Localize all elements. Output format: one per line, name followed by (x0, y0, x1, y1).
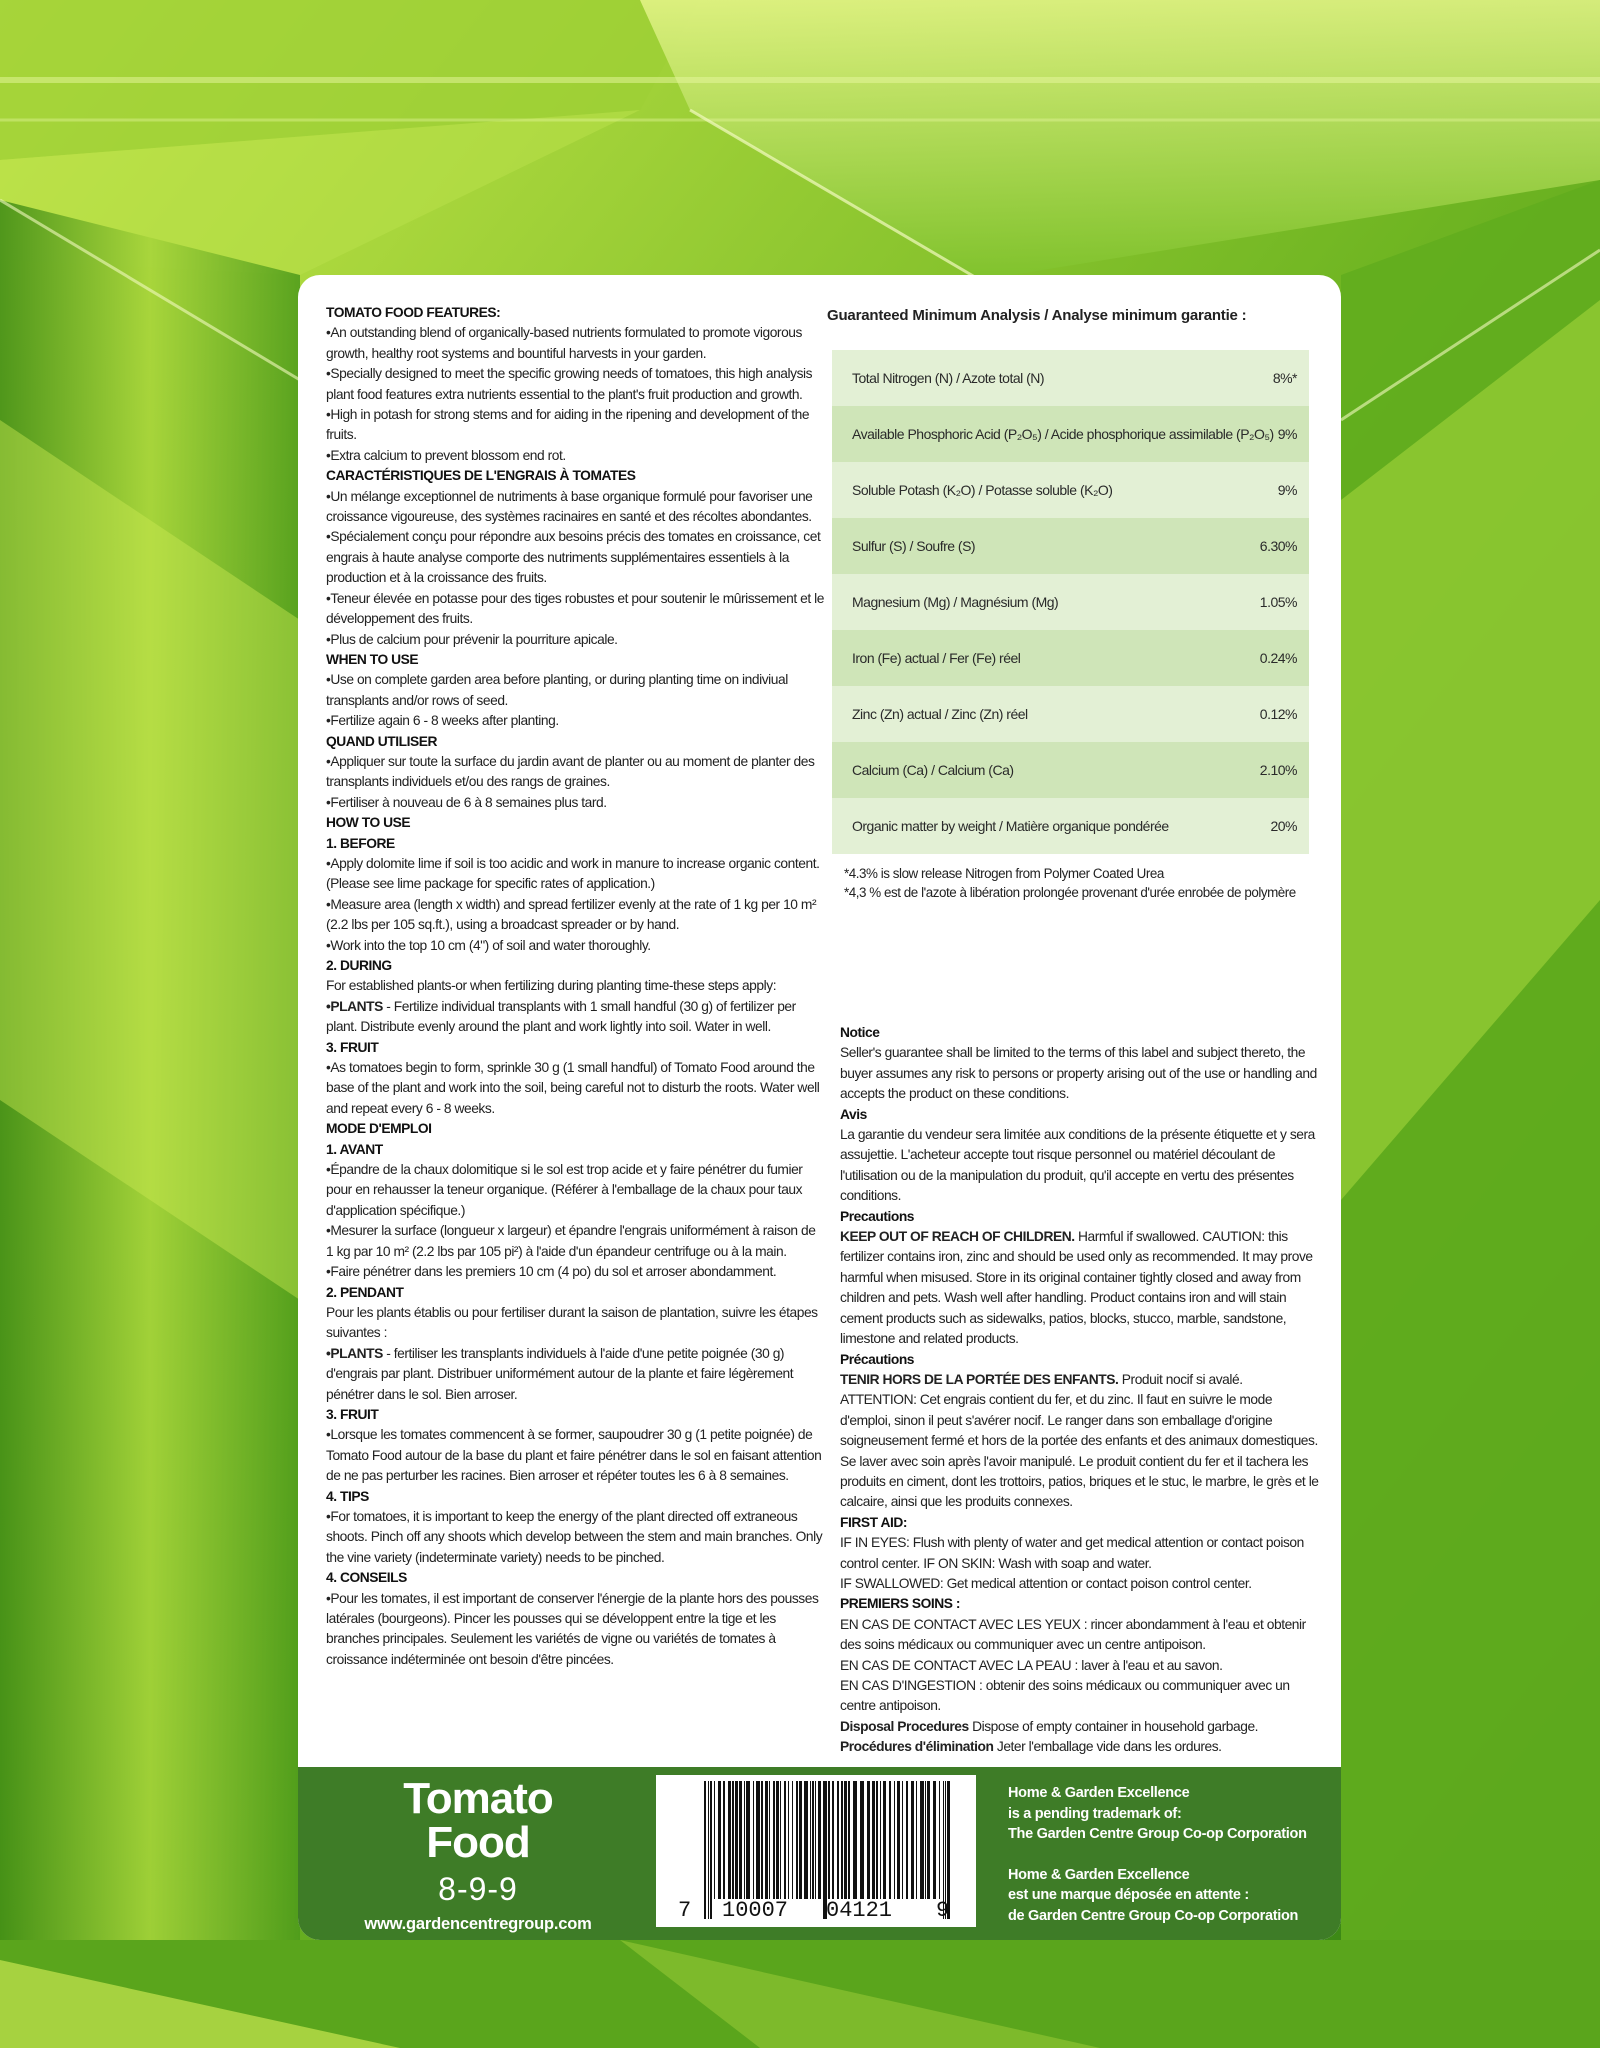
brand-name-line1: Tomato (403, 1774, 553, 1823)
notice-lead-bold: Disposal Procedures (840, 1718, 969, 1734)
barcode-bar (848, 1781, 850, 1899)
trademark-fr-line: de Garden Centre Group Co-op Corporation (1008, 1907, 1299, 1924)
barcode-bar (728, 1781, 731, 1899)
analysis-value: 6.30% (1259, 538, 1297, 555)
analysis-nutrient: Iron (Fe) actual / Fer (Fe) réel (852, 650, 1021, 667)
analysis-nutrient: Available Phosphoric Acid (P₂O₅) / Acide phosphorique assimilable (P₂O₅) (852, 426, 1274, 443)
left-paragraph: •Use on complete garden area before planting, or during planting time on indiviual transplants and/or rows of seed. (326, 672, 788, 708)
notice-paragraph: EN CAS D'INGESTION : obtenir des soins médicaux ou communiquer avec un centre antipoison. (840, 1678, 1290, 1714)
barcode-bar (911, 1781, 914, 1899)
analysis-nutrient: Organic matter by weight / Matière organique pondérée (852, 818, 1169, 835)
left-paragraph (326, 1344, 824, 1405)
trademark-fr-line: est une marque déposée en attente : (1008, 1887, 1249, 1903)
analysis-value: 8%* (1272, 370, 1297, 387)
brand-block (298, 1774, 658, 1934)
barcode-bar (902, 1781, 903, 1899)
barcode-bar (889, 1781, 891, 1899)
left-heading: 4. TIPS (326, 1488, 369, 1504)
left-paragraph: •Fertilize again 6 - 8 weeks after planting. (326, 713, 559, 729)
trademark-en-line: is a pending trademark of: (1008, 1805, 1182, 1822)
barcode-digits (656, 1898, 976, 1924)
left-lead-text: - fertiliser les transplants individuels à l'aide d'une petite poignée (30 g) d'engrais par plant. Distribuer uniformément autour de la plante et faire légèrement pénétrer dans le sol. Bien arroser. (326, 1345, 794, 1402)
analysis-nutrient: Calcium (Ca) / Calcium (Ca) (852, 762, 1014, 779)
notice-lead-bold: KEEP OUT OF REACH OF CHILDREN. (840, 1229, 1075, 1245)
left-heading: 4. CONSEILS (326, 1570, 407, 1586)
barcode-digit-check: 9 (936, 1898, 950, 1923)
barcode-bar (867, 1781, 870, 1899)
barcode-bar (761, 1781, 763, 1899)
notices-section (840, 1023, 1320, 1758)
left-heading: WHEN TO USE (326, 651, 419, 667)
barcode-bar (837, 1781, 839, 1899)
barcode-bar (841, 1781, 843, 1899)
notice-heading: FIRST AID: (840, 1514, 908, 1530)
left-paragraph: •Mesurer la surface (longueur x largeur) et épandre l'engrais uniformément à raison de 1 kg par 10 m² (2.2 lbs par 105 pi²) à l'aide d'un épandeur centrifuge ou à la main. (326, 1223, 816, 1259)
analysis-nutrient: Zinc (Zn) actual / Zinc (Zn) réel (852, 706, 1028, 723)
left-paragraph: •Fertiliser à nouveau de 6 à 8 semaines plus tard. (326, 794, 607, 810)
notice-lead-text: Harmful if swallowed. CAUTION: this fertilizer contains iron, zinc and should be used only as recommended. It may prove harmful when misused. Store in its original container tightly closed and away from children and pets. Wash well after handling. Product contains iron and will stain cement products such as sidewalks, patios, blocks, stucco, marble, sandstone, limestone and related products. (840, 1229, 1313, 1347)
analysis-nutrient: Magnesium (Mg) / Magnésium (Mg) (852, 594, 1059, 611)
analysis-value: 0.12% (1259, 706, 1297, 723)
left-lead-text: - Fertilize individual transplants with 1 small handful (30 g) of fertilizer per plant. Distribute evenly around the plant and work lightly into soil. Water in well. (326, 998, 796, 1035)
footnote-fr: *4,3 % est de l'azote à libération prolongée provenant d'urée enrobée de polymère (844, 885, 1296, 901)
left-paragraph: •Work into the top 10 cm (4") of soil and water thoroughly. (326, 937, 651, 953)
left-paragraph: •Pour les tomates, il est important de conserver l'énergie de la plante hors des pousses latérales (bourgeons). Pincer les pousses qui se développent entre la tige et les branches principales. Seulement les variétés de vigne ou variétés de tomates à croissance indéterminée ont besoin d'être pincées. (326, 1590, 819, 1667)
barcode-digit-system: 7 (678, 1898, 692, 1923)
barcode-bar (876, 1781, 878, 1899)
left-paragraph: •Teneur élevée en potasse pour des tiges robustes et pour soutenir le mûrissement et le développement des fruits. (326, 590, 824, 627)
barcode-bar (788, 1781, 789, 1899)
footnote-en: *4.3% is slow release Nitrogen from Polymer Coated Urea (844, 866, 1164, 882)
left-paragraph: •Plus de calcium pour prévenir la pourriture apicale. (326, 631, 618, 647)
notice-paragraph: IF SWALLOWED: Get medical attention or contact poison control center. (840, 1575, 1252, 1591)
left-paragraph: Pour les plants établis ou pour fertiliser durant la saison de plantation, suivre les étapes suivantes : (326, 1304, 818, 1341)
left-lead-bold: •PLANTS (326, 1345, 383, 1361)
npk-ratio: 8-9-9 (438, 1871, 518, 1907)
left-paragraph: •Spécialement conçu pour répondre aux besoins précis des tomates en croissance, cet engrais à haute analyse comporte des nutriments supplémentaires essentiels à la production et à la croissance des fruits. (326, 529, 821, 586)
analysis-table (832, 350, 1309, 854)
barcode-bar (744, 1781, 745, 1899)
left-heading: CARACTÉRISTIQUES DE L'ENGRAIS À TOMATES (326, 468, 636, 484)
barcode-bar (844, 1781, 847, 1899)
barcode-bar (927, 1781, 930, 1899)
barcode-bar (880, 1781, 881, 1899)
barcode-bar (796, 1781, 798, 1899)
notice-paragraph (840, 1737, 1320, 1757)
trademark-notice (1008, 1783, 1328, 1926)
barcode-bar (860, 1781, 864, 1899)
barcode-digit-right: 04121 (826, 1898, 893, 1923)
left-heading: MODE D'EMPLOI (326, 1121, 432, 1137)
barcode-bar (818, 1781, 821, 1899)
notice-paragraph (840, 1370, 1320, 1513)
barcode-bar (735, 1781, 738, 1899)
left-paragraph: •Apply dolomite lime if soil is too acidic and work in manure to increase organic content. (Please see lime package for specific rates of application.) (326, 855, 820, 892)
left-lead-bold: •PLANTS (326, 998, 383, 1014)
footer-band (298, 1767, 1341, 1940)
notice-paragraph: IF IN EYES: Flush with plenty of water and get medical attention or contact poison control center. IF ON SKIN: Wash with soap and water. (840, 1535, 1304, 1571)
analysis-value: 20% (1270, 818, 1297, 835)
barcode-bar (718, 1781, 721, 1899)
analysis-row (832, 798, 1309, 854)
analysis-row (832, 518, 1309, 574)
left-paragraph (326, 997, 824, 1038)
analysis-value: 1.05% (1259, 594, 1297, 611)
barcode-bar (920, 1781, 924, 1899)
analysis-nutrient: Soluble Potash (K₂O) / Potasse soluble (K₂O) (852, 482, 1113, 499)
analysis-value: 0.24% (1259, 650, 1297, 667)
notice-heading: Notice (840, 1025, 880, 1040)
analysis-row (832, 574, 1309, 630)
left-paragraph: •An outstanding blend of organically-based nutrients formulated to promote vigorous growth, healthy root systems and bountiful harvests in your garden. (326, 325, 802, 361)
left-heading: 3. FRUIT (326, 1406, 379, 1422)
barcode-bar (732, 1781, 734, 1899)
website-url[interactable]: www.gardencentregroup.com (364, 1915, 592, 1933)
left-paragraph: •Épandre de la chaux dolomitique si le sol est trop acide et y faire pénétrer du fumier pour en rehausser la teneur organique. (Référer à l'emballage de la chaux pour taux d'application spécifique.) (326, 1162, 803, 1218)
barcode-bar (784, 1781, 786, 1899)
notice-paragraph (840, 1717, 1320, 1737)
left-paragraph: •Faire pénétrer dans les premiers 10 cm (4 po) du sol et arroser abondamment. (326, 1264, 777, 1280)
notice-paragraph: La garantie du vendeur sera limitée aux conditions de la présente étiquette et y sera assujettie. L'acheteur accepte tout risque personnel ou matériel découlant de l'utilisation ou de la manipulation du produit, qu'il accepte en vertu des présentes conditions. (840, 1127, 1315, 1204)
barcode-bar (773, 1781, 775, 1899)
barcode-bar (894, 1781, 895, 1899)
left-heading: 2. PENDANT (326, 1284, 404, 1300)
barcode-bar (812, 1781, 814, 1899)
label-panel (298, 275, 1341, 1940)
analysis-footnotes (844, 864, 1320, 902)
left-paragraph: •For tomatoes, it is important to keep the energy of the plant directed off extraneous shoots. Pinch off any shoots which develop between the stem and main branches. Only the vine variety (indeterminate variety) needs to be pinched. (326, 1508, 823, 1565)
left-heading: 2. DURING (326, 958, 392, 973)
barcode-bar (883, 1781, 886, 1899)
analysis-row (832, 742, 1309, 798)
left-paragraph: •Extra calcium to prevent blossom end rot. (326, 447, 566, 463)
analysis-title: Guaranteed Minimum Analysis / Analyse minimum garantie : (827, 307, 1247, 324)
analysis-row (832, 630, 1309, 686)
notice-lead-bold: TENIR HORS DE LA PORTÉE DES ENFANTS. (840, 1371, 1119, 1387)
analysis-nutrient: Sulfur (S) / Soufre (S) (852, 538, 976, 555)
analysis-row (832, 350, 1309, 406)
barcode-bar (769, 1781, 770, 1899)
analysis-row (832, 462, 1309, 518)
trademark-en (1008, 1783, 1328, 1845)
left-paragraph: •Measure area (length x width) and spread fertilizer evenly at the rate of 1 kg per 10 m² (2.2 lbs per 105 sq.ft.), using a broadcast spreader or by hand. (326, 896, 817, 933)
left-heading: 1. BEFORE (326, 835, 395, 851)
barcode (656, 1775, 976, 1927)
barcode-bar (723, 1781, 725, 1899)
barcode-bar (832, 1781, 834, 1899)
left-paragraph: •Appliquer sur toute la surface du jardin avant de planter ou au moment de planter des transplants individuels et/ou des rangs de graines. (326, 753, 815, 790)
left-paragraph: •As tomatoes begin to form, sprinkle 30 g (1 small handful) of Tomato Food around the base of the plant and work into the soil, being careful not to disturb the roots. Water well and repeat every 6 - 8 weeks. (326, 1060, 820, 1116)
notice-lead-text: Dispose of empty container in household garbage. (968, 1718, 1259, 1734)
barcode-bar (765, 1781, 768, 1899)
left-paragraph: •Un mélange exceptionnel de nutriments à base organique formulé pour favoriser une croissance vigoureuse, des systèmes racinaires en santé et des récoltes abondantes. (326, 488, 813, 525)
notice-lead-text: Produit nocif si avalé. ATTENTION: Cet engrais contient du fer, et du zinc. Il faut en suivre le mode d'emploi, sinon il peut s'avérer nocif. Le ranger dans son emballage d'origine soigneusement fermé et hors de la portée des enfants et des animaux domestiques. Se laver avec soin après l'avoir manipulé. Le produit contient du fer et il tachera les produits en ciment, dont les trottoirs, patios, briques et le stuc, le marbre, le grès et le calcaire, ainsi que les produits connexes. (840, 1371, 1319, 1510)
barcode-bar (872, 1781, 875, 1899)
barcode-bar (792, 1781, 793, 1899)
notice-heading: Précautions (840, 1351, 915, 1367)
left-paragraph: •Lorsque les tomates commencent à se former, saupoudrer 30 g (1 petite poignée) de Tomato Food autour de la base du plant et faire pénétrer dans le sol en faisant attention de ne pas perturber les racines. Bien arroser et répéter toutes les 6 à 8 semaines. (326, 1427, 822, 1484)
left-heading: HOW TO USE (326, 815, 411, 831)
analysis-row (832, 686, 1309, 742)
barcode-bar (756, 1781, 760, 1899)
notice-heading: PREMIERS SOINS : (840, 1596, 961, 1612)
barcode-bar (804, 1781, 808, 1899)
barcode-digit-left: 10007 (722, 1898, 789, 1923)
left-paragraph: •Specially designed to meet the specific growing needs of tomatoes, this high analysis plant food features extra nutrients essential to the plant's fruit production and growth. (326, 366, 813, 402)
barcode-bar (828, 1781, 830, 1899)
brand-name-line2: Food (426, 1818, 530, 1867)
left-heading: QUAND UTILISER (326, 733, 437, 749)
left-paragraph: •High in potash for strong stems and for aiding in the ripening and development of the fruits. (326, 407, 810, 443)
analysis-value: 2.10% (1259, 762, 1297, 779)
barcode-bar (753, 1781, 754, 1899)
barcode-bar (776, 1781, 779, 1899)
notice-paragraph: EN CAS DE CONTACT AVEC LA PEAU : laver à l'eau et au savon. (840, 1657, 1223, 1673)
barcode-bar (916, 1781, 917, 1899)
analysis-value: 9% (1277, 482, 1297, 499)
barcode-bar (780, 1781, 781, 1899)
notice-heading: Avis (840, 1106, 867, 1122)
left-heading: 3. FRUIT (326, 1039, 379, 1055)
barcode-bar (746, 1781, 750, 1899)
notice-heading: Precautions (840, 1208, 915, 1224)
notice-paragraph: EN CAS DE CONTACT AVEC LES YEUX : rincer abondamment à l'eau et obtenir des soins médicaux ou communiquer avec un centre antipoison. (840, 1616, 1306, 1653)
analysis-row (832, 406, 1309, 462)
left-heading: 1. AVANT (326, 1141, 383, 1157)
analysis-and-notices-column (827, 303, 1320, 1755)
barcode-bar (815, 1781, 816, 1899)
notice-paragraph: Seller's guarantee shall be limited to the terms of this label and subject thereto, the buyer assumes any risk to persons or property arising out of the use or handling and accepts the product on these conditions. (840, 1045, 1317, 1102)
notice-paragraph (840, 1227, 1320, 1349)
barcode-bar (906, 1781, 908, 1899)
barcode-bar (897, 1781, 900, 1899)
trademark-en-line: The Garden Centre Group Co-op Corporation (1008, 1826, 1307, 1842)
barcode-bar (925, 1781, 926, 1899)
trademark-fr-line: Home & Garden Excellence (1008, 1866, 1190, 1883)
analysis-value: 9% (1277, 426, 1297, 443)
barcode-bar (810, 1781, 811, 1899)
trademark-fr (1008, 1865, 1328, 1927)
trademark-en-line: Home & Garden Excellence (1008, 1785, 1190, 1801)
barcode-bar (739, 1781, 742, 1899)
notice-lead-text: Jeter l'emballage vide dans les ordures. (993, 1739, 1222, 1755)
barcode-bar (933, 1781, 936, 1899)
analysis-nutrient: Total Nitrogen (N) / Azote total (N) (852, 370, 1045, 387)
features-and-directions-column (326, 303, 824, 1670)
barcode-bar (939, 1781, 940, 1899)
barcode-bar (853, 1781, 857, 1899)
barcode-bar (714, 1781, 715, 1899)
left-paragraph: For established plants-or when fertilizing during planting time-these steps apply: (326, 978, 777, 994)
barcode-bar (799, 1781, 802, 1899)
left-heading: TOMATO FOOD FEATURES: (326, 305, 501, 320)
notice-lead-bold: Procédures d'élimination (840, 1739, 994, 1755)
